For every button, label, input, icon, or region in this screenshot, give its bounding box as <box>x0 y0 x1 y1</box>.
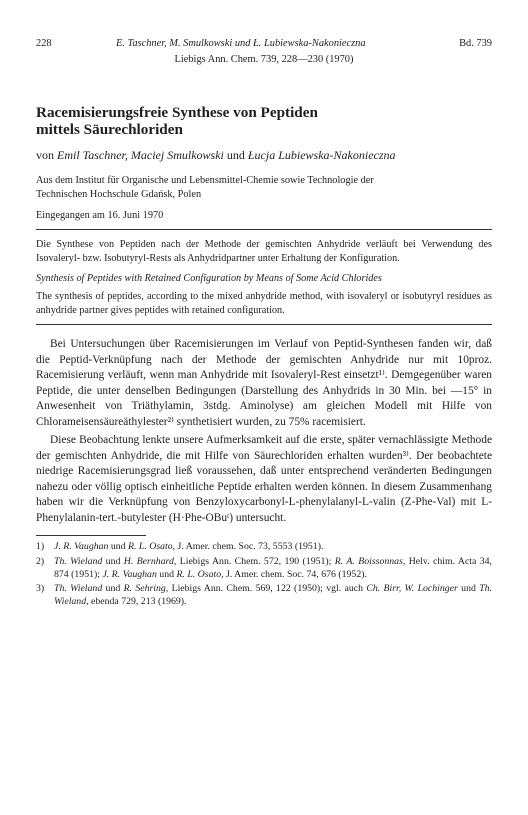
footnote-author: R. Sehring, <box>123 583 169 595</box>
abstract-german: Die Synthese von Peptiden nach der Methode der gemischten Anhydride verläuft bei Verwendung des Isovaleryl- bzw. Isobutyryl-Rests als Anhydridpartner unter Erhaltung der Konfiguration. <box>36 239 492 264</box>
footnote-text: J. Amer. chem. Soc. 73, 5553 (1951). <box>175 541 324 553</box>
title-line-1: Racemisierungsfreie Synthese von Peptiden <box>36 104 318 121</box>
journal-citation: Liebigs Ann. Chem. 739, 228—230 (1970) <box>174 54 354 65</box>
footnote-1 <box>36 541 492 554</box>
article-title <box>36 104 492 138</box>
footnote-number: 3) <box>36 583 45 595</box>
footnote-text: Liebigs Ann. Chem. 569, 122 (1950); vgl. auch <box>168 583 367 595</box>
body-paragraph-1: Bei Untersuchungen über Racemisierungen im Verlauf von Peptid-Synthesen fanden wir, daß die Peptid-Verknüpfung nach der Methode der gemischten Anhydride nur mit 10proz. Racemisierung verläuft, wenn man Anhydride mit Isovaleryl-Rest einsetzt¹⁾. Demgegenüber waren Peptide, die unter denselben Bedingungen (Darstellung des Anhydrids in 30 Min. bei —15° in Anwesenheit von Triäthylamin, 3stdg. Aminolyse) am gleichen Modell mit Hilfe von Chlorameisensäureäthylester²⁾ synthetisiert wurden, zu 75% racemisiert. <box>36 338 492 428</box>
abstract-top-rule <box>36 229 492 230</box>
byline-last-author: Łucja Lubiewska-Nakonieczna <box>247 148 396 162</box>
footnote-text: J. Amer. chem. Soc. 74, 676 (1952). <box>223 568 367 580</box>
byline-von: von <box>36 148 57 162</box>
footnote-text: und <box>102 583 124 595</box>
page <box>36 38 492 610</box>
footnote-2 <box>36 556 492 581</box>
footnote-author: Th. Wieland, <box>54 583 492 607</box>
footnote-number: 2) <box>36 555 45 567</box>
footnote-text: und <box>156 568 177 580</box>
footnote-author: R. A. Boissonnas, <box>334 555 406 567</box>
footnotes <box>36 541 492 608</box>
page-number: 228 <box>36 38 52 49</box>
footnote-author: H. Bernhard, <box>123 555 177 567</box>
footnote-author: Th. Wieland <box>54 583 103 595</box>
institute <box>36 174 492 202</box>
abstract-english-title: Synthesis of Peptides with Retained Configuration by Means of Some Acid Chlorides <box>36 273 382 285</box>
institute-line-1: Aus dem Institut für Organische und Lebensmittel-Chemie sowie Technologie der <box>36 175 374 186</box>
title-line-2: mittels Säurechloriden <box>36 121 183 138</box>
byline <box>36 148 492 163</box>
footnote-text: und <box>102 555 124 567</box>
footnote-number: 1) <box>36 541 45 553</box>
running-head <box>36 38 492 54</box>
byline-authors: Emil Taschner, Maciej Smulkowski <box>57 148 224 162</box>
footnote-text: ebenda 729, 213 (1969). <box>88 595 187 607</box>
footnote-text: Helv. chim. Acta 34, 874 (1951); <box>54 555 492 580</box>
article-body <box>36 337 492 526</box>
footnote-text: und <box>108 541 129 553</box>
abstract-bottom-rule <box>36 324 492 325</box>
footnote-rule <box>36 535 146 536</box>
body-paragraph-2: Diese Beobachtung lenkte unsere Aufmerksamkeit auf die erste, später vernachlässigte Methode der gemischten Anhydride, die mit Hilfe von Säurechloriden erhalten wurden³⁾. Der beobachtete niedrige Racemisierungsgrad ließ voraussehen, daß unter entsprechend veränderten Bedingungen nahezu oder völlig optisch einheitliche Peptide erhalten werden können. In diesem Zusammenhang haben wir die Verknüpfung von Benzyloxycarbonyl-L-phenylalanyl-L-valin (Z-Phe-Val) mit L-Phenylalanin-tert.-butylester (H·Phe-OBuᵗ) untersucht. <box>36 434 492 524</box>
volume-label: Bd. 739 <box>459 38 492 49</box>
footnote-author: J. R. Vaughan <box>102 568 157 580</box>
received-date: Eingegangen am 16. Juni 1970 <box>36 210 164 221</box>
running-head-authors: E. Taschner, M. Smulkowski und Ł. Lubiewska-Nakonieczna <box>116 38 366 49</box>
institute-line-2: Technischen Hochschule Gdańsk, Polen <box>36 189 202 200</box>
footnote-author: J. R. Vaughan <box>54 541 109 553</box>
footnote-text: Liebigs Ann. Chem. 572, 190 (1951); <box>176 555 335 567</box>
footnote-author: Ch. Birr, W. Lochinger <box>366 583 458 595</box>
footnote-3 <box>36 583 492 608</box>
byline-und: und <box>223 148 248 162</box>
abstract-english: The synthesis of peptides, according to the mixed anhydride method, with isovaleryl or isobutyryl residues as anhydride partner gives peptides with retained configuration. <box>36 291 492 316</box>
footnote-author: R. L. Osato, <box>176 568 224 580</box>
footnote-text: und <box>457 583 480 595</box>
footnote-author: R. L. Osato, <box>128 541 176 553</box>
footnote-author: Th. Wieland <box>54 555 103 567</box>
